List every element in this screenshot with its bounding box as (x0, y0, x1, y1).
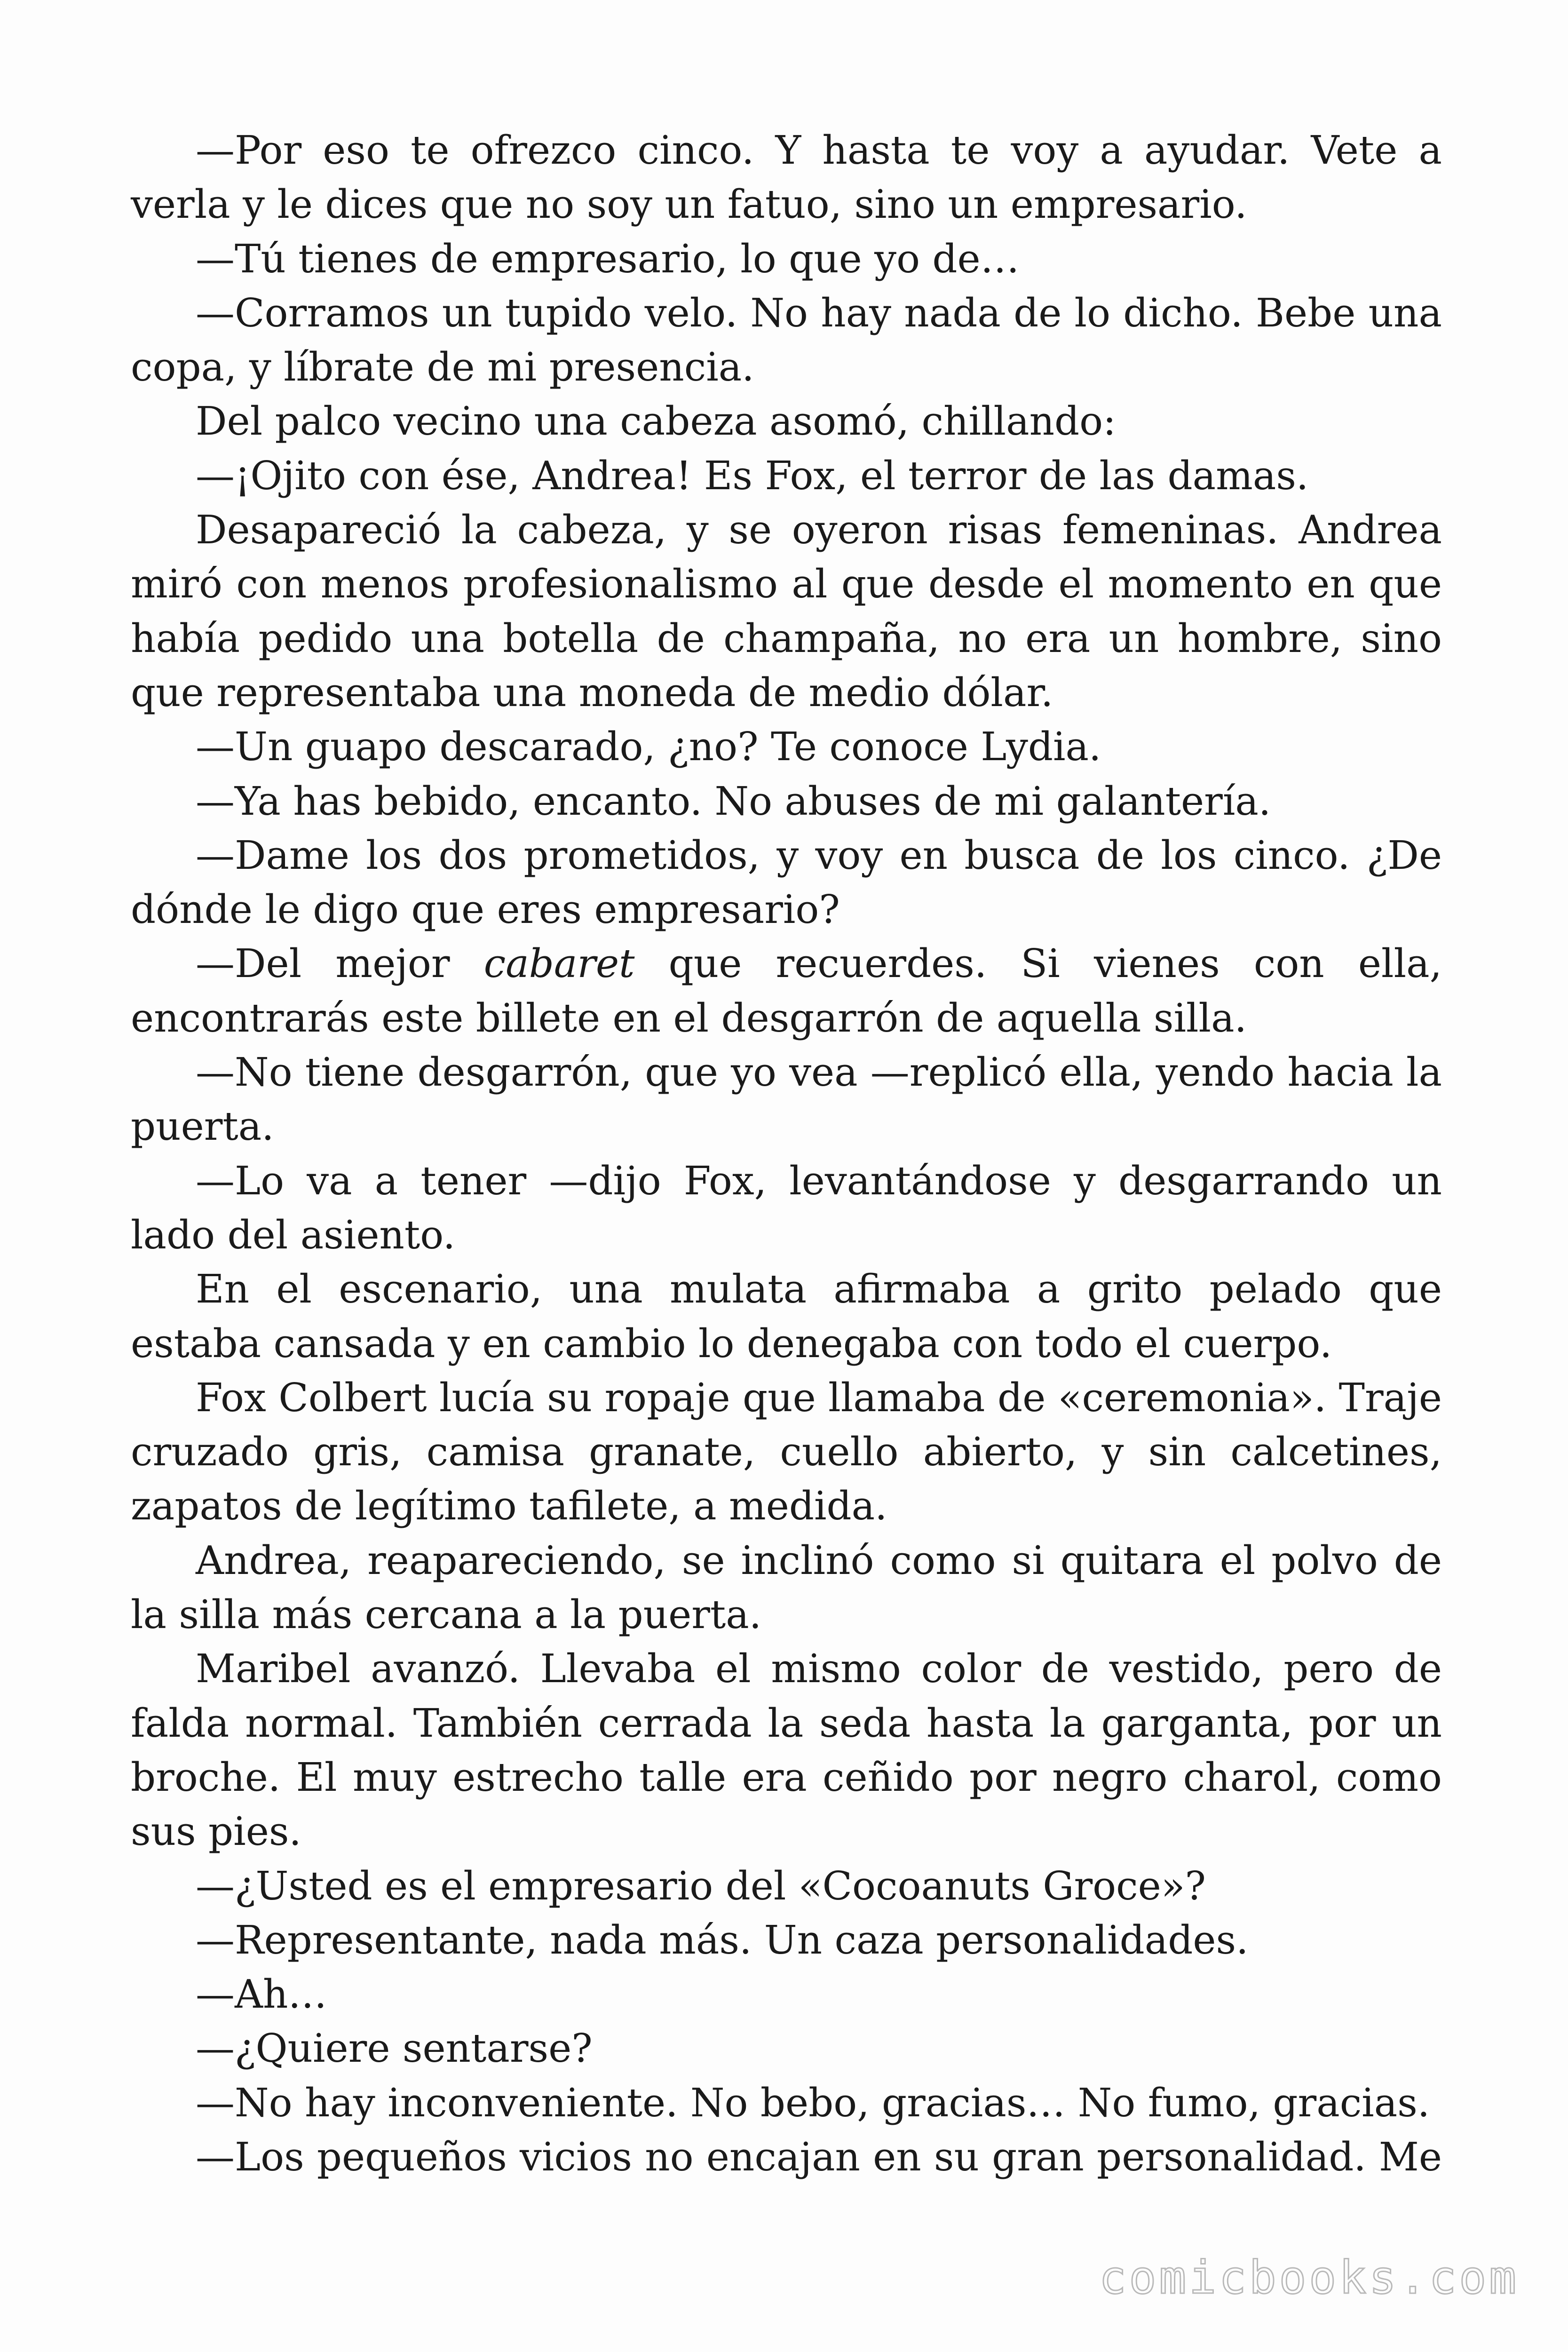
body-text (131, 123, 1442, 2184)
paragraph-8: —Ya has bebido, encanto. No abuses de mi galantería. (196, 778, 1271, 824)
paragraph-14: Fox Colbert lucía su ropaje que llamaba de «ceremonia». Traje cruzado gris, camisa granate, cuello abierto, y sin calcetines, zapatos de legítimo tafilete, a medida. (131, 1375, 1442, 1529)
paragraph-16: Maribel avanzó. Llevaba el mismo color de vestido, pero de falda normal. También cerrada la seda hasta la garganta, por un broche. El muy estrecho talle era ceñido por negro charol, como sus pies. (131, 1646, 1442, 1855)
italic-word: cabaret (483, 941, 635, 987)
paragraph-20: —¿Quiere sentarse? (196, 2026, 593, 2072)
paragraph-11: —No tiene desgarrón, que yo vea —replicó ella, yendo hacia la puerta. (131, 1049, 1442, 1150)
paragraph-18: —Representante, nada más. Un caza personalidades. (196, 1917, 1249, 1963)
paragraph-9: —Dame los dos prometidos, y voy en busca de los cinco. ¿De dónde le digo que eres empresario? (131, 832, 1442, 933)
paragraph-22: —Los pequeños vicios no encajan en su gran personalidad. Me (196, 2134, 1442, 2180)
paragraph-17: —¿Usted es el empresario del «Cocoanuts Groce»? (196, 1863, 1206, 1909)
paragraph-12: —Lo va a tener —dijo Fox, levantándose y desgarrando un lado del asiento. (131, 1158, 1442, 1258)
paragraph-5: —¡Ojito con ése, Andrea! Es Fox, el terror de las damas. (196, 453, 1309, 499)
paragraph-2: —Tú tienes de empresario, lo que yo de… (196, 236, 1020, 282)
paragraph-13: En el escenario, una mulata afirmaba a grito pelado que estaba cansada y en cambio lo denegaba con todo el cuerpo. (131, 1266, 1442, 1367)
paragraph-10 (131, 937, 1442, 1045)
paragraph-15: Andrea, reapareciendo, se inclinó como si quitara el polvo de la silla más cercana a la puerta. (131, 1537, 1442, 1638)
paragraph-3: —Corramos un tupido velo. No hay nada de lo dicho. Bebe una copa, y líbrate de mi presencia. (131, 290, 1442, 390)
paragraph-7: —Un guapo descarado, ¿no? Te conoce Lydia. (196, 724, 1101, 770)
paragraph-4: Del palco vecino una cabeza asomó, chillando: (196, 398, 1117, 445)
paragraph-10-end: que recuerdes. Si vienes con ella, encontrarás este billete en el desgarrón de aquella silla. (131, 941, 1442, 1041)
paragraph-21: —No hay inconveniente. No bebo, gracias… No fumo, gracias. (196, 2080, 1430, 2126)
paragraph-19: —Ah… (196, 1971, 327, 2018)
watermark-logo: comicbooks.com (1099, 2251, 1519, 2304)
paragraph-6: Desapareció la cabeza, y se oyeron risas femeninas. Andrea miró con menos profesionalismo al que desde el momento en que había pedido una botella de champaña, no era un hombre, sino que representaba una moneda de medio dólar. (131, 507, 1442, 715)
paragraph-1: —Por eso te ofrezco cinco. Y hasta te voy a ayudar. Vete a verla y le dices que no soy un fatuo, sino un empresario. (131, 127, 1442, 228)
paragraph-10-start: —Del mejor (196, 941, 484, 987)
